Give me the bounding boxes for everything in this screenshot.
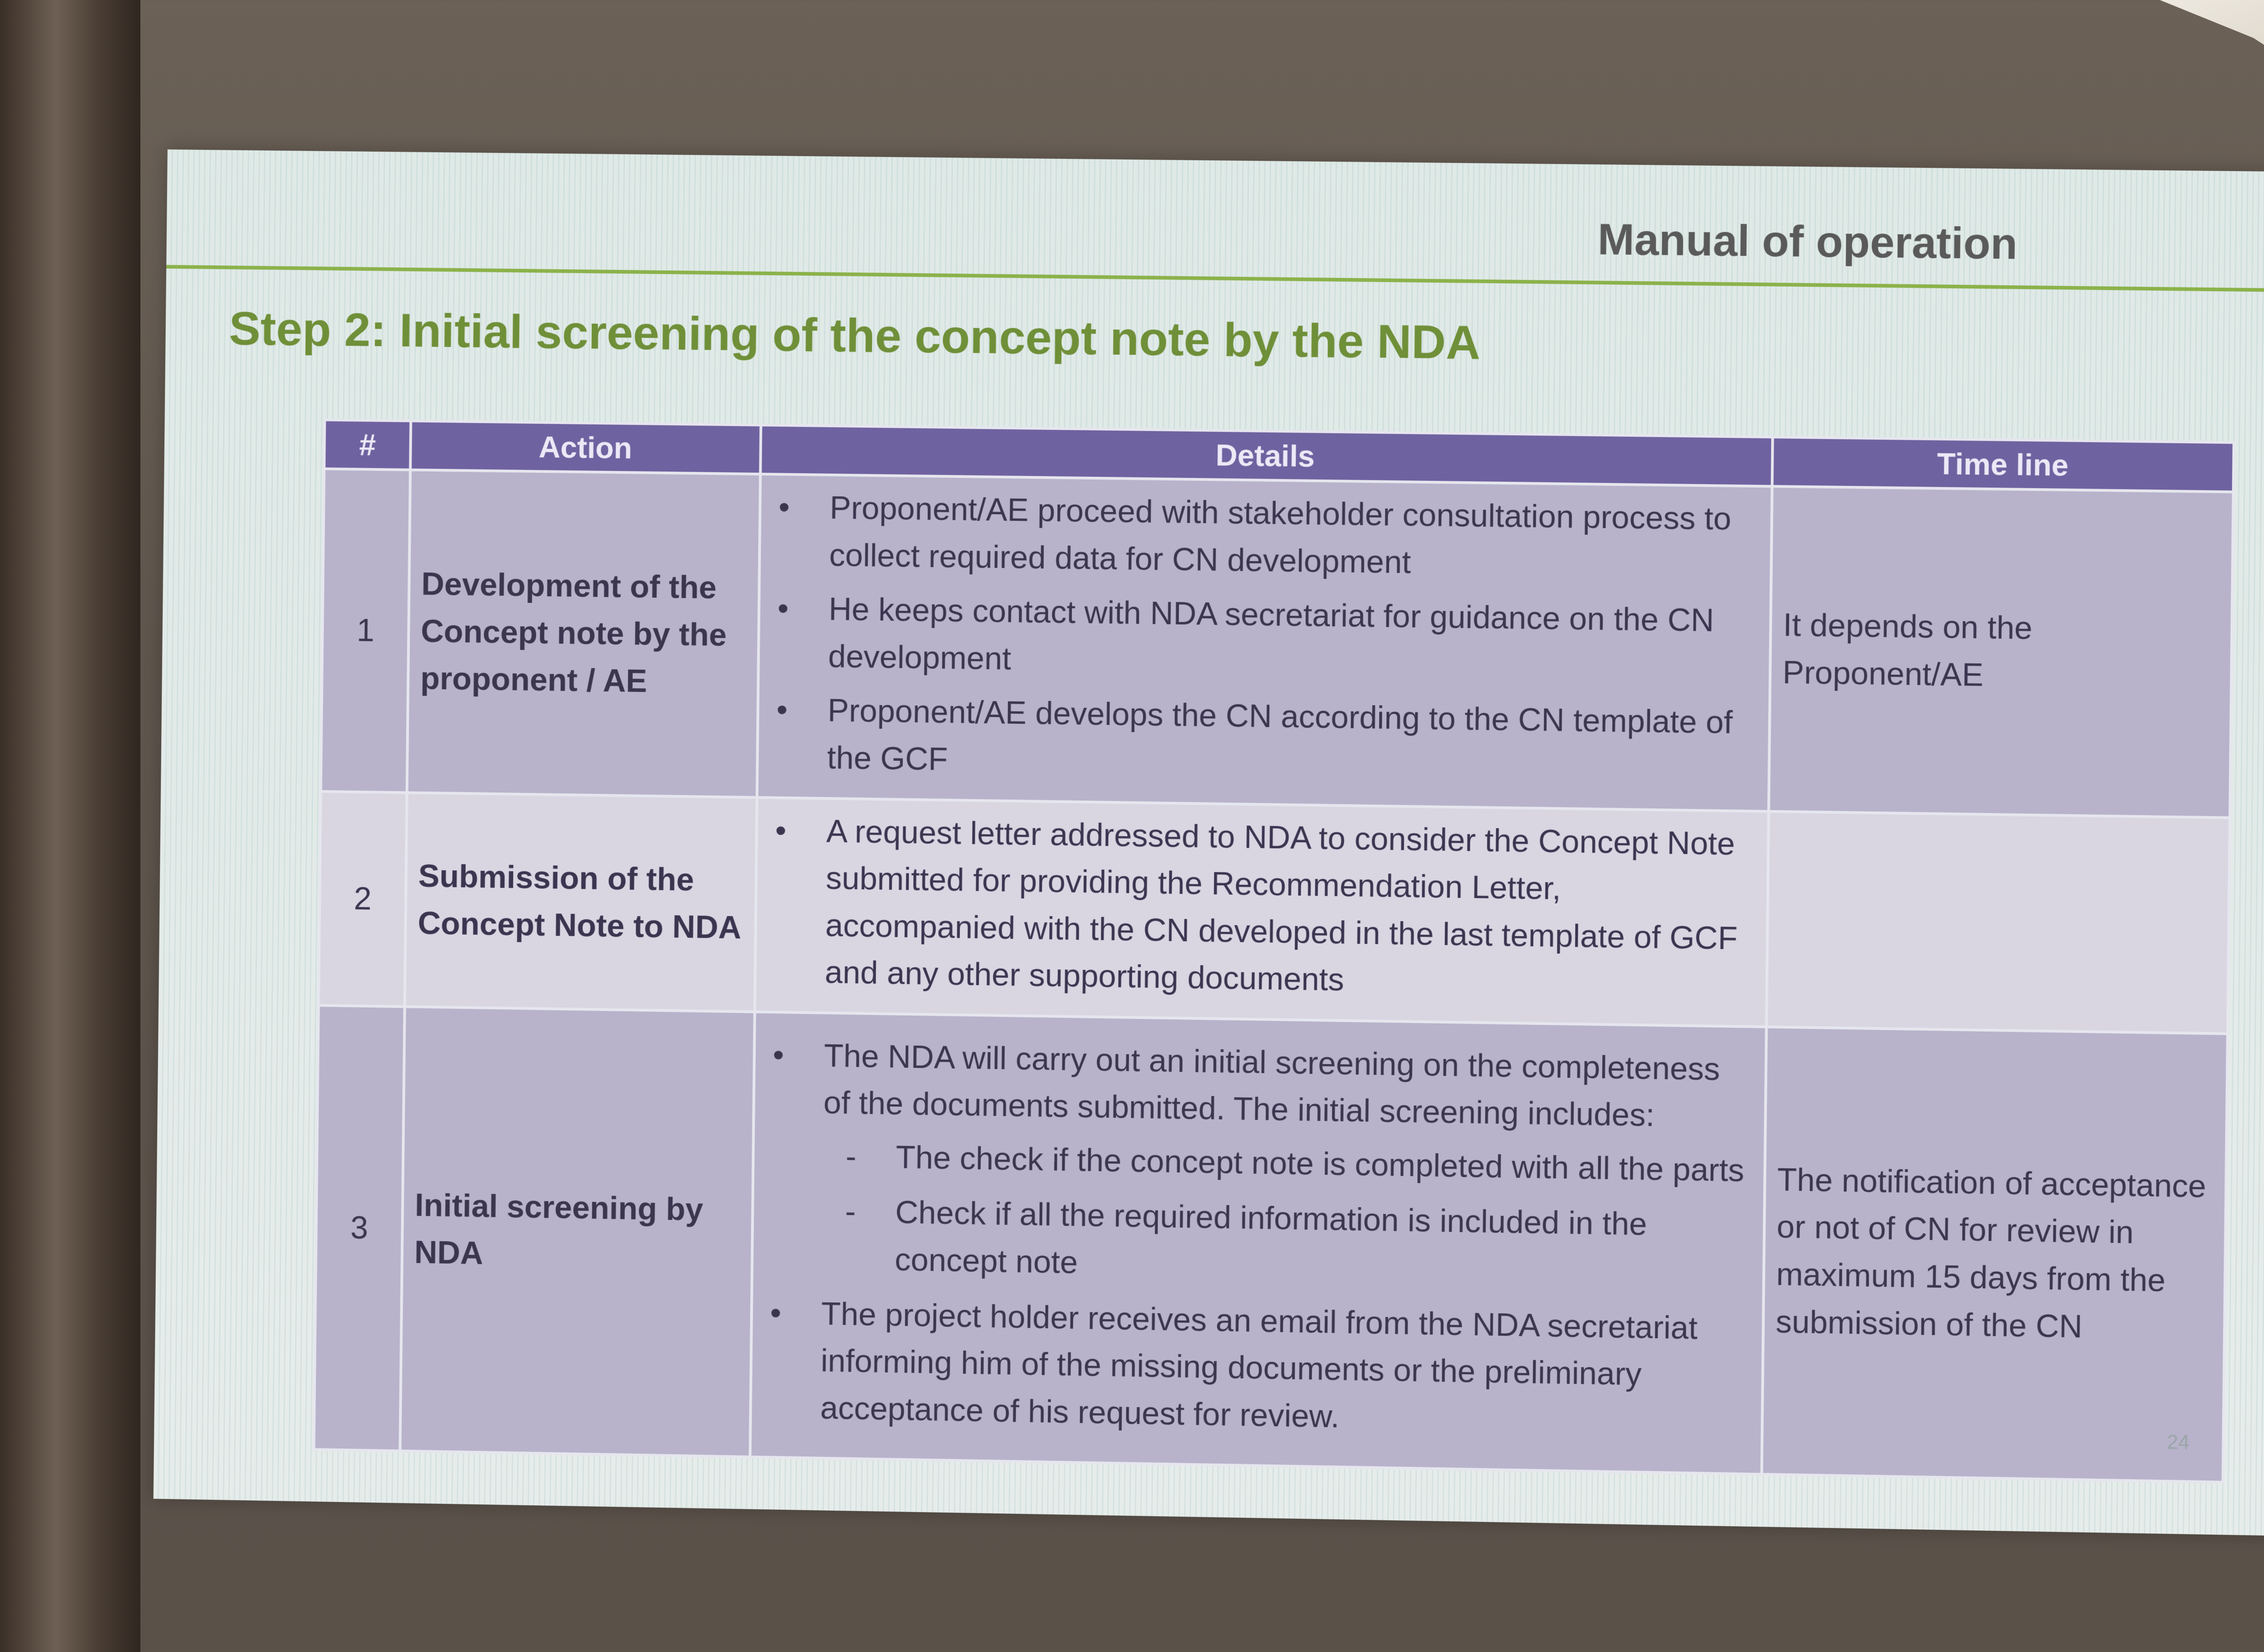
detail-bullet: • The project holder receives an email from the NDA secretariat informing him of the missing documents or the preliminary acceptance of his request for review.	[820, 1290, 1751, 1447]
row-timeline: The notification of acceptance or not of CN for review in maximum 15 days from the submission of the CN	[1762, 1027, 2228, 1482]
page-number: 24	[2167, 1431, 2190, 1454]
detail-bullet: • Proponent/AE proceed with stakeholder consultation process to collect required data for CN development	[829, 485, 1760, 591]
row-number: 1	[321, 469, 410, 792]
row-details	[750, 1012, 1766, 1474]
detail-sub-item: - The check if the concept note is completed with all the parts	[896, 1134, 1753, 1195]
header-details: Details	[760, 425, 1773, 486]
header-timeline: Time line	[1772, 437, 2234, 492]
manual-title: Manual of operation	[1597, 215, 2018, 269]
row-details	[755, 797, 1769, 1027]
detail-bullet: • He keeps contact with NDA secretariat for guidance on the CN development	[828, 586, 1758, 692]
header-num: #	[324, 420, 411, 470]
table-row	[318, 791, 2230, 1033]
table-row	[321, 469, 2233, 817]
row-number: 2	[318, 791, 407, 1007]
row-action: Initial screening by NDA	[400, 1007, 754, 1457]
ceiling-drape	[2070, 0, 2264, 190]
projection-screen	[153, 149, 2264, 1537]
detail-bullet-text: The NDA will carry out an initial screening on the completeness of the documents submitted. The initial screening includes:	[823, 1037, 1720, 1133]
detail-sub-item: - Check if all the required information is included in the concept note	[895, 1189, 1752, 1297]
left-curtain	[0, 0, 140, 1652]
step-title: Step 2: Initial screening of the concept note by the NDA	[229, 302, 1481, 370]
row-details	[757, 474, 1772, 811]
row-number: 3	[314, 1005, 405, 1451]
detail-bullet: • Proponent/AE develops the CN according to the CN template of the GCF	[827, 687, 1757, 794]
slide-header	[166, 149, 2264, 293]
row-action: Submission of the Concept Note to NDA	[405, 792, 757, 1012]
row-timeline	[1766, 811, 2230, 1033]
steps-table	[312, 418, 2235, 1484]
table-row	[314, 1005, 2228, 1482]
row-action: Development of the Concept note by the proponent / AE	[407, 470, 761, 797]
detail-bullet	[821, 1032, 1754, 1297]
detail-bullet: • A request letter addressed to NDA to consider the Concept Note submitted for providing the Recommendation Letter, accompanied with the CN developed in the last template of GCF and any other supporting documents	[825, 808, 1756, 1010]
header-action: Action	[410, 421, 761, 474]
row-timeline: It depends on the Proponent/AE	[1769, 486, 2233, 817]
